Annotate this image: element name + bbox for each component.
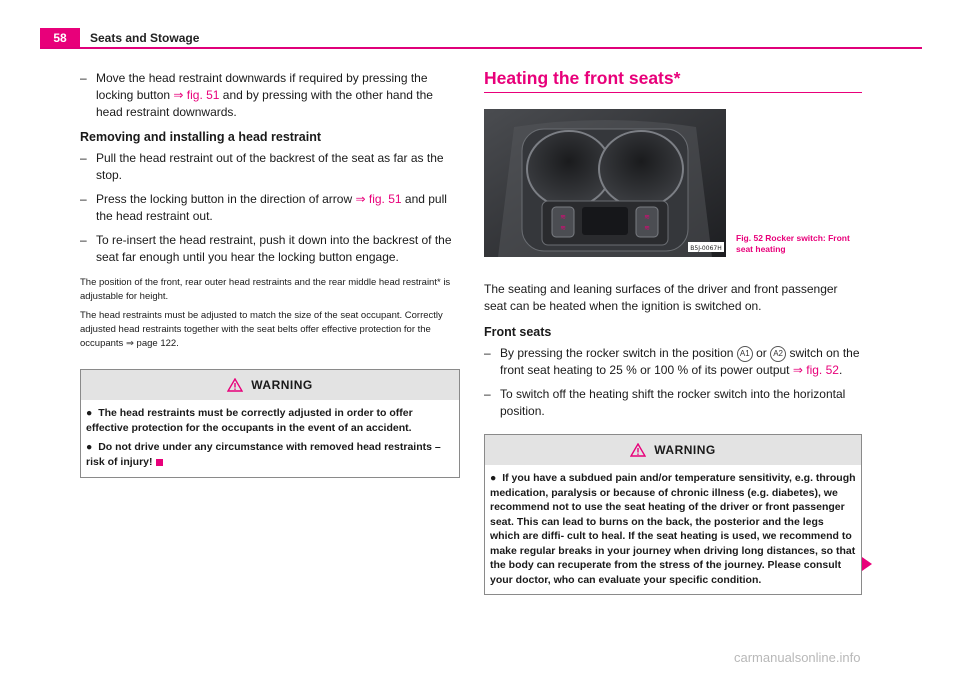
warning-title: WARNING <box>654 442 716 457</box>
warning-text: Do not drive under any circumstance with removed head restraints – risk of injury! <box>86 441 441 468</box>
watermark: carmanualsonline.info <box>734 650 861 665</box>
svg-text:≋: ≋ <box>560 224 566 232</box>
page-number: 58 <box>40 28 80 48</box>
warning-item <box>490 471 856 587</box>
rocker-switch-photo <box>484 109 726 257</box>
intro-paragraph: The seating and leaning surfaces of the driver and front passenger seat can be heated when the ignition is switched on. <box>484 282 838 313</box>
warning-item <box>86 406 454 436</box>
instruction-item <box>484 345 862 379</box>
bullet: ● <box>86 407 93 419</box>
warning-triangle-icon <box>227 378 243 392</box>
instruction-text: and by pressing with the other hand the head restraint downwards. <box>96 88 433 119</box>
figure-52 <box>484 109 862 259</box>
instruction-text: switch on the front seat heating to 25 % or 100 % of its power output <box>500 346 860 377</box>
bullet: ● <box>86 441 93 453</box>
svg-text:≋: ≋ <box>644 224 650 232</box>
warning-header <box>81 370 459 400</box>
subheading-remove-install: Removing and installing a head restraint <box>80 130 322 144</box>
instruction-text: By pressing the rocker switch in the position <box>500 346 737 360</box>
continue-arrow-icon <box>862 557 872 571</box>
position-a2-badge: A2 <box>770 346 786 362</box>
subheading-front-seats: Front seats <box>484 325 552 339</box>
right-column <box>484 70 862 595</box>
note-text-body: The head restraints must be adjusted to match the size of the seat occupant. Correctly adjusted head restraints together with the seat belts offer effective protection for the occupants <box>80 310 443 349</box>
chapter-title: Seats and Stowage <box>90 31 200 45</box>
warning-title: WARNING <box>251 377 313 392</box>
instruction-text: To re-insert the head restraint, push it down into the backrest of the seat far enough until you hear the locking button engage. <box>96 233 452 264</box>
instruction-text: . <box>838 363 843 377</box>
instruction-text: Move the head restraint downwards if required by pressing the locking button <box>96 71 428 102</box>
fig-52-link[interactable]: ⇒ fig. 52 <box>792 363 839 377</box>
note-text <box>80 309 460 351</box>
fig-51-link[interactable]: ⇒ fig. 51 <box>355 192 402 206</box>
instruction-item <box>80 232 460 266</box>
caption-line: seat heating <box>736 244 786 254</box>
dash: – <box>80 151 87 165</box>
warning-item <box>86 440 454 470</box>
end-marker-icon <box>156 459 163 466</box>
warning-body <box>485 465 861 594</box>
section-title: Heating the front seats* <box>484 70 862 93</box>
instruction-item <box>484 386 862 420</box>
instruction-item <box>80 150 460 184</box>
svg-text:≋: ≋ <box>644 213 650 221</box>
header-rule <box>40 47 922 49</box>
position-a1-badge: A1 <box>737 346 753 362</box>
instruction-item <box>80 70 460 121</box>
image-code: B5J-0067H <box>690 245 722 252</box>
warning-body <box>81 400 459 477</box>
instruction-text: Press the locking button in the direction of arrow <box>96 192 356 206</box>
bullet: ● <box>490 472 497 484</box>
instruction-item <box>80 191 460 225</box>
warning-triangle-icon <box>630 443 646 457</box>
fig-51-link[interactable]: ⇒ fig. 51 <box>173 88 220 102</box>
instruction-text: or <box>752 346 771 360</box>
dash: – <box>484 346 491 360</box>
warning-header <box>485 435 861 465</box>
caption-line: Fig. 52 Rocker switch: Front <box>736 233 850 243</box>
instruction-text: To switch off the heating shift the rocker switch into the horizontal position. <box>500 387 846 418</box>
dash: – <box>80 71 87 85</box>
warning-text: The head restraints must be correctly adjusted in order to offer effective protection for the occupants in the event of an accident. <box>86 407 413 434</box>
figure-caption <box>736 233 856 255</box>
instruction-text: Pull the head restraint out of the backrest of the seat as far as the stop. <box>96 151 444 182</box>
dash: – <box>80 192 87 206</box>
instruction-text: and pull the head restraint out. <box>96 192 447 223</box>
note-text: The position of the front, rear outer head restraints and the rear middle head restraint* is adjustable for height. <box>80 277 451 302</box>
dash: – <box>484 387 491 401</box>
left-column <box>80 70 460 478</box>
warning-box <box>484 434 862 595</box>
svg-text:≋: ≋ <box>560 213 566 221</box>
warning-box <box>80 369 460 478</box>
page-122-link[interactable]: ⇒ page 122. <box>125 338 179 349</box>
dash: – <box>80 233 87 247</box>
warning-text: If you have a subdued pain and/or temperature sensitivity, e.g. through medication, paralysis or because of chronic illness (e.g. diabetes), we recommend not to use the seat heating of the driver or front passenger seat. This can lead to burns on the back, the posterior and the legs which are diffi- cult to heal. If the seat heating is used, we recommend to make regular breaks in your journey when driving long distances, so that the body can recuperate from the stress of the journey. Please consult your doctor, who can evaluate your specific condition. <box>490 472 856 586</box>
rocker-switch-illustration <box>484 109 726 257</box>
